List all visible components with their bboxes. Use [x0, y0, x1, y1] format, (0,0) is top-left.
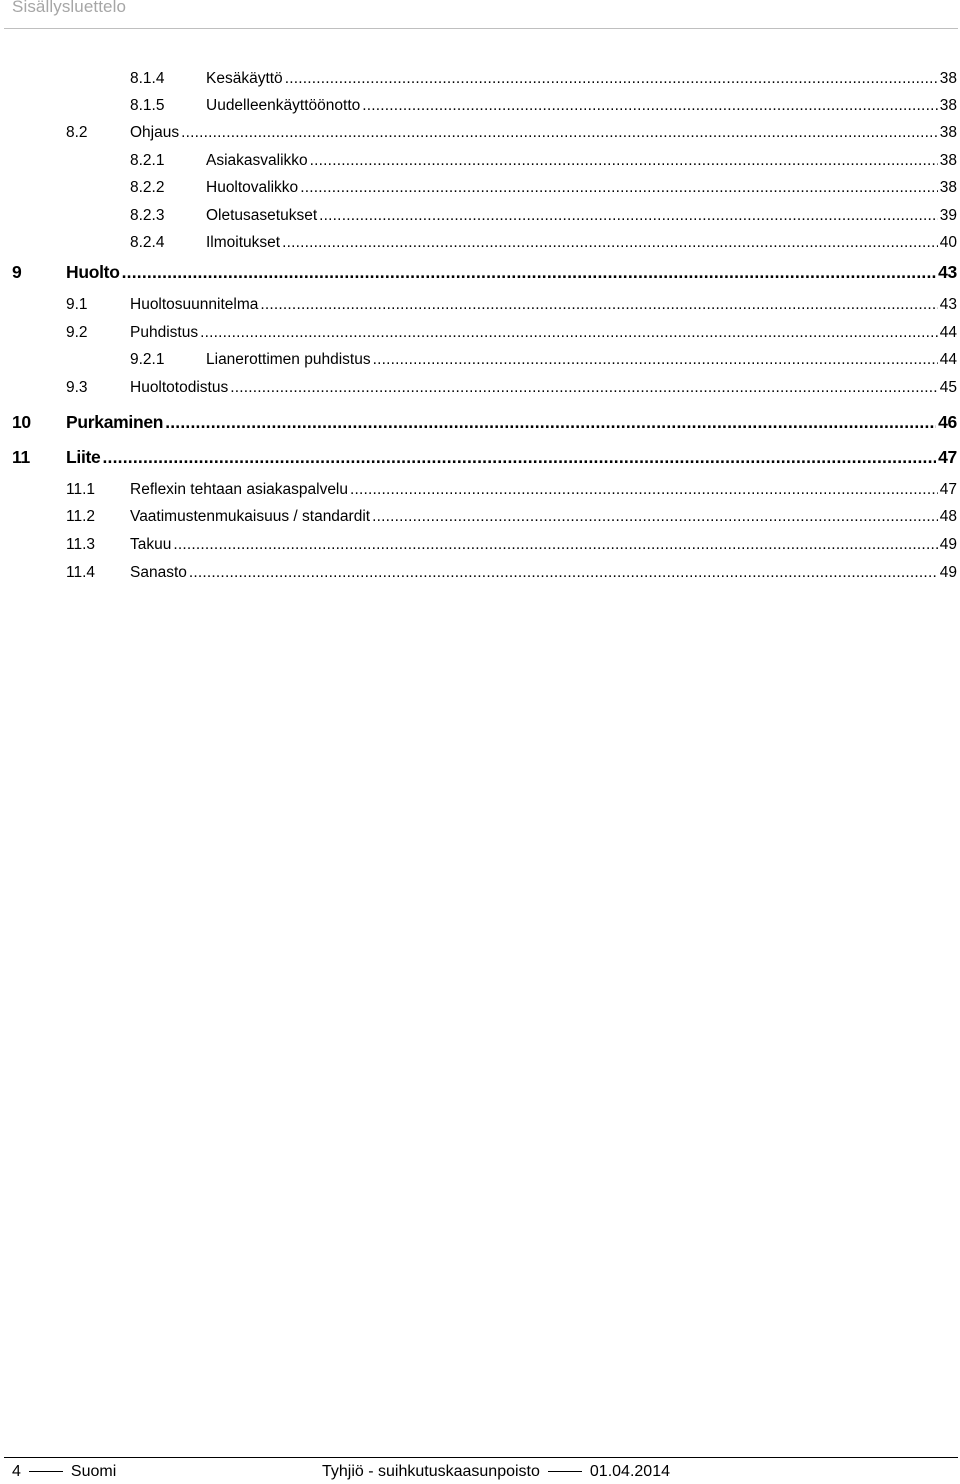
footer-dash — [548, 1471, 582, 1472]
toc-entry-number: 9.2 — [66, 324, 88, 341]
toc-entry-number: 8.2.3 — [130, 207, 165, 224]
toc-entry[interactable] — [0, 500, 960, 526]
toc-entry-label: Huoltovalikko — [206, 179, 299, 196]
toc-entry-line — [206, 179, 957, 197]
toc-entry-line — [206, 351, 957, 369]
toc-leader-dots — [362, 97, 937, 115]
toc-entry-label: Purkaminen — [66, 412, 164, 432]
toc-entry-label: Kesäkäyttö — [206, 70, 283, 87]
toc-entry[interactable] — [0, 556, 960, 582]
toc-entry[interactable] — [0, 255, 960, 281]
footer-dash — [29, 1471, 63, 1472]
header-title: Sisällysluettelo — [12, 0, 127, 16]
toc-leader-dots — [285, 70, 938, 88]
toc-entry[interactable] — [0, 405, 960, 431]
toc-entry-label: Huolto — [66, 262, 120, 282]
footer-document-title: Tyhjiö - suihkutuskaasunpoisto — [322, 1463, 540, 1480]
toc-leader-dots — [319, 207, 938, 225]
toc-entry[interactable] — [0, 199, 960, 225]
toc-entry-label: Huoltotodistus — [130, 379, 229, 396]
toc-entry[interactable] — [0, 288, 960, 314]
toc-leader-dots — [230, 379, 938, 397]
footer-page-number: 4 — [12, 1463, 21, 1480]
toc-entry-number: 9.3 — [66, 379, 88, 396]
toc-leader-dots — [189, 564, 938, 582]
toc-entry-line — [206, 234, 957, 252]
toc-entry[interactable] — [0, 528, 960, 554]
toc-entry[interactable] — [0, 343, 960, 369]
toc-entry-number: 8.2 — [66, 124, 88, 141]
footer-center — [322, 1463, 670, 1481]
toc-entry-page: 38 — [939, 97, 957, 114]
toc-entry-line — [130, 296, 957, 314]
footer-language: Suomi — [70, 1463, 117, 1480]
toc-entry-line — [130, 124, 957, 142]
toc-entry-line — [206, 152, 957, 170]
toc-leader-dots — [260, 296, 937, 314]
toc-entry-page: 40 — [939, 234, 957, 251]
toc-entry-number: 9 — [12, 262, 22, 282]
toc-entry-number: 9.2.1 — [130, 351, 165, 368]
toc-entry-label: Ilmoitukset — [206, 234, 281, 251]
toc-entry-line — [66, 263, 957, 281]
toc-leader-dots — [310, 152, 938, 170]
toc-leader-dots — [102, 448, 936, 466]
toc-leader-dots — [173, 536, 937, 554]
toc-entry-label: Vaatimustenmukaisuus / standardit — [130, 508, 371, 525]
toc-entry-number: 8.2.2 — [130, 179, 165, 196]
toc-entry-page: 44 — [939, 351, 957, 368]
toc-leader-dots — [300, 179, 938, 197]
toc-leader-dots — [181, 124, 938, 142]
toc-entry-page: 39 — [939, 207, 957, 224]
toc-entry-label: Reflexin tehtaan asiakaspalvelu — [130, 481, 348, 498]
toc-entry-line — [130, 564, 957, 582]
toc-entry-line — [206, 70, 957, 88]
toc-entry-label: Lianerottimen puhdistus — [206, 351, 371, 368]
toc-entry-line — [206, 97, 957, 115]
toc-entry-number: 11 — [12, 447, 30, 467]
toc-entry[interactable] — [0, 171, 960, 197]
page-header — [0, 0, 960, 30]
toc-entry-number: 8.2.1 — [130, 152, 165, 169]
toc-entry-number: 8.1.4 — [130, 70, 165, 87]
toc-entry-page: 48 — [939, 508, 957, 525]
toc-entry-label: Asiakasvalikko — [206, 152, 308, 169]
toc-entry-line — [66, 413, 957, 431]
footer-left — [12, 1463, 116, 1481]
toc-leader-dots — [282, 234, 938, 252]
toc-entry[interactable] — [0, 89, 960, 115]
toc-entry-page: 43 — [939, 296, 957, 313]
toc-entry[interactable] — [0, 144, 960, 170]
toc-entry-line — [130, 536, 957, 554]
toc-entry-page: 47 — [939, 481, 957, 498]
toc-entry-page: 45 — [939, 379, 957, 396]
toc-entry-page: 38 — [939, 70, 957, 87]
toc-entry-line — [130, 508, 957, 526]
toc-entry[interactable] — [0, 116, 960, 142]
toc-entry-label: Huoltosuunnitelma — [130, 296, 259, 313]
toc-entry-number: 11.3 — [66, 536, 96, 553]
toc-entry-page: 43 — [938, 262, 957, 282]
footer-date: 01.04.2014 — [589, 1463, 670, 1480]
toc-entry[interactable] — [0, 440, 960, 466]
toc-entry-page: 49 — [939, 564, 957, 581]
toc-entry[interactable] — [0, 316, 960, 342]
toc-entry-page: 38 — [939, 179, 957, 196]
toc-leader-dots — [200, 324, 938, 342]
toc-entry-label: Takuu — [130, 536, 172, 553]
toc-entry-page: 38 — [939, 124, 957, 141]
toc-entry-page: 46 — [938, 412, 957, 432]
toc-entry-line — [66, 448, 957, 466]
toc-entry-label: Uudelleenkäyttöönotto — [206, 97, 361, 114]
toc-entry-label: Oletusasetukset — [206, 207, 318, 224]
toc-leader-dots — [373, 351, 938, 369]
toc-entry-number: 9.1 — [66, 296, 88, 313]
header-rule — [4, 28, 958, 29]
footer-rule — [4, 1457, 958, 1458]
toc-entry-label: Puhdistus — [130, 324, 199, 341]
toc-entry-number: 11.4 — [66, 564, 96, 581]
toc-leader-dots — [372, 508, 938, 526]
toc-entry[interactable] — [0, 62, 960, 88]
toc-entry-line — [130, 379, 957, 397]
toc-leader-dots — [350, 481, 938, 499]
toc-entry-page: 49 — [939, 536, 957, 553]
page-footer — [0, 1455, 960, 1484]
toc-entry-label: Ohjaus — [130, 124, 180, 141]
toc-entry-number: 10 — [12, 412, 31, 432]
toc-leader-dots — [165, 413, 936, 431]
toc-entry-line — [130, 324, 957, 342]
toc-entry-line — [206, 207, 957, 225]
toc-leader-dots — [122, 263, 937, 281]
toc-entry[interactable] — [0, 371, 960, 397]
toc-entry-page: 38 — [939, 152, 957, 169]
toc-entry[interactable] — [0, 473, 960, 499]
toc-entry-number: 11.1 — [66, 481, 96, 498]
toc-entry[interactable] — [0, 226, 960, 252]
toc-entry-line — [130, 481, 957, 499]
toc-entry-label: Sanasto — [130, 564, 187, 581]
toc-entry-page: 47 — [938, 447, 957, 467]
toc-entry-label: Liite — [66, 447, 101, 467]
toc-entry-number: 8.2.4 — [130, 234, 165, 251]
toc-entry-number: 8.1.5 — [130, 97, 165, 114]
toc-entry-number: 11.2 — [66, 508, 96, 525]
toc-entry-page: 44 — [939, 324, 957, 341]
